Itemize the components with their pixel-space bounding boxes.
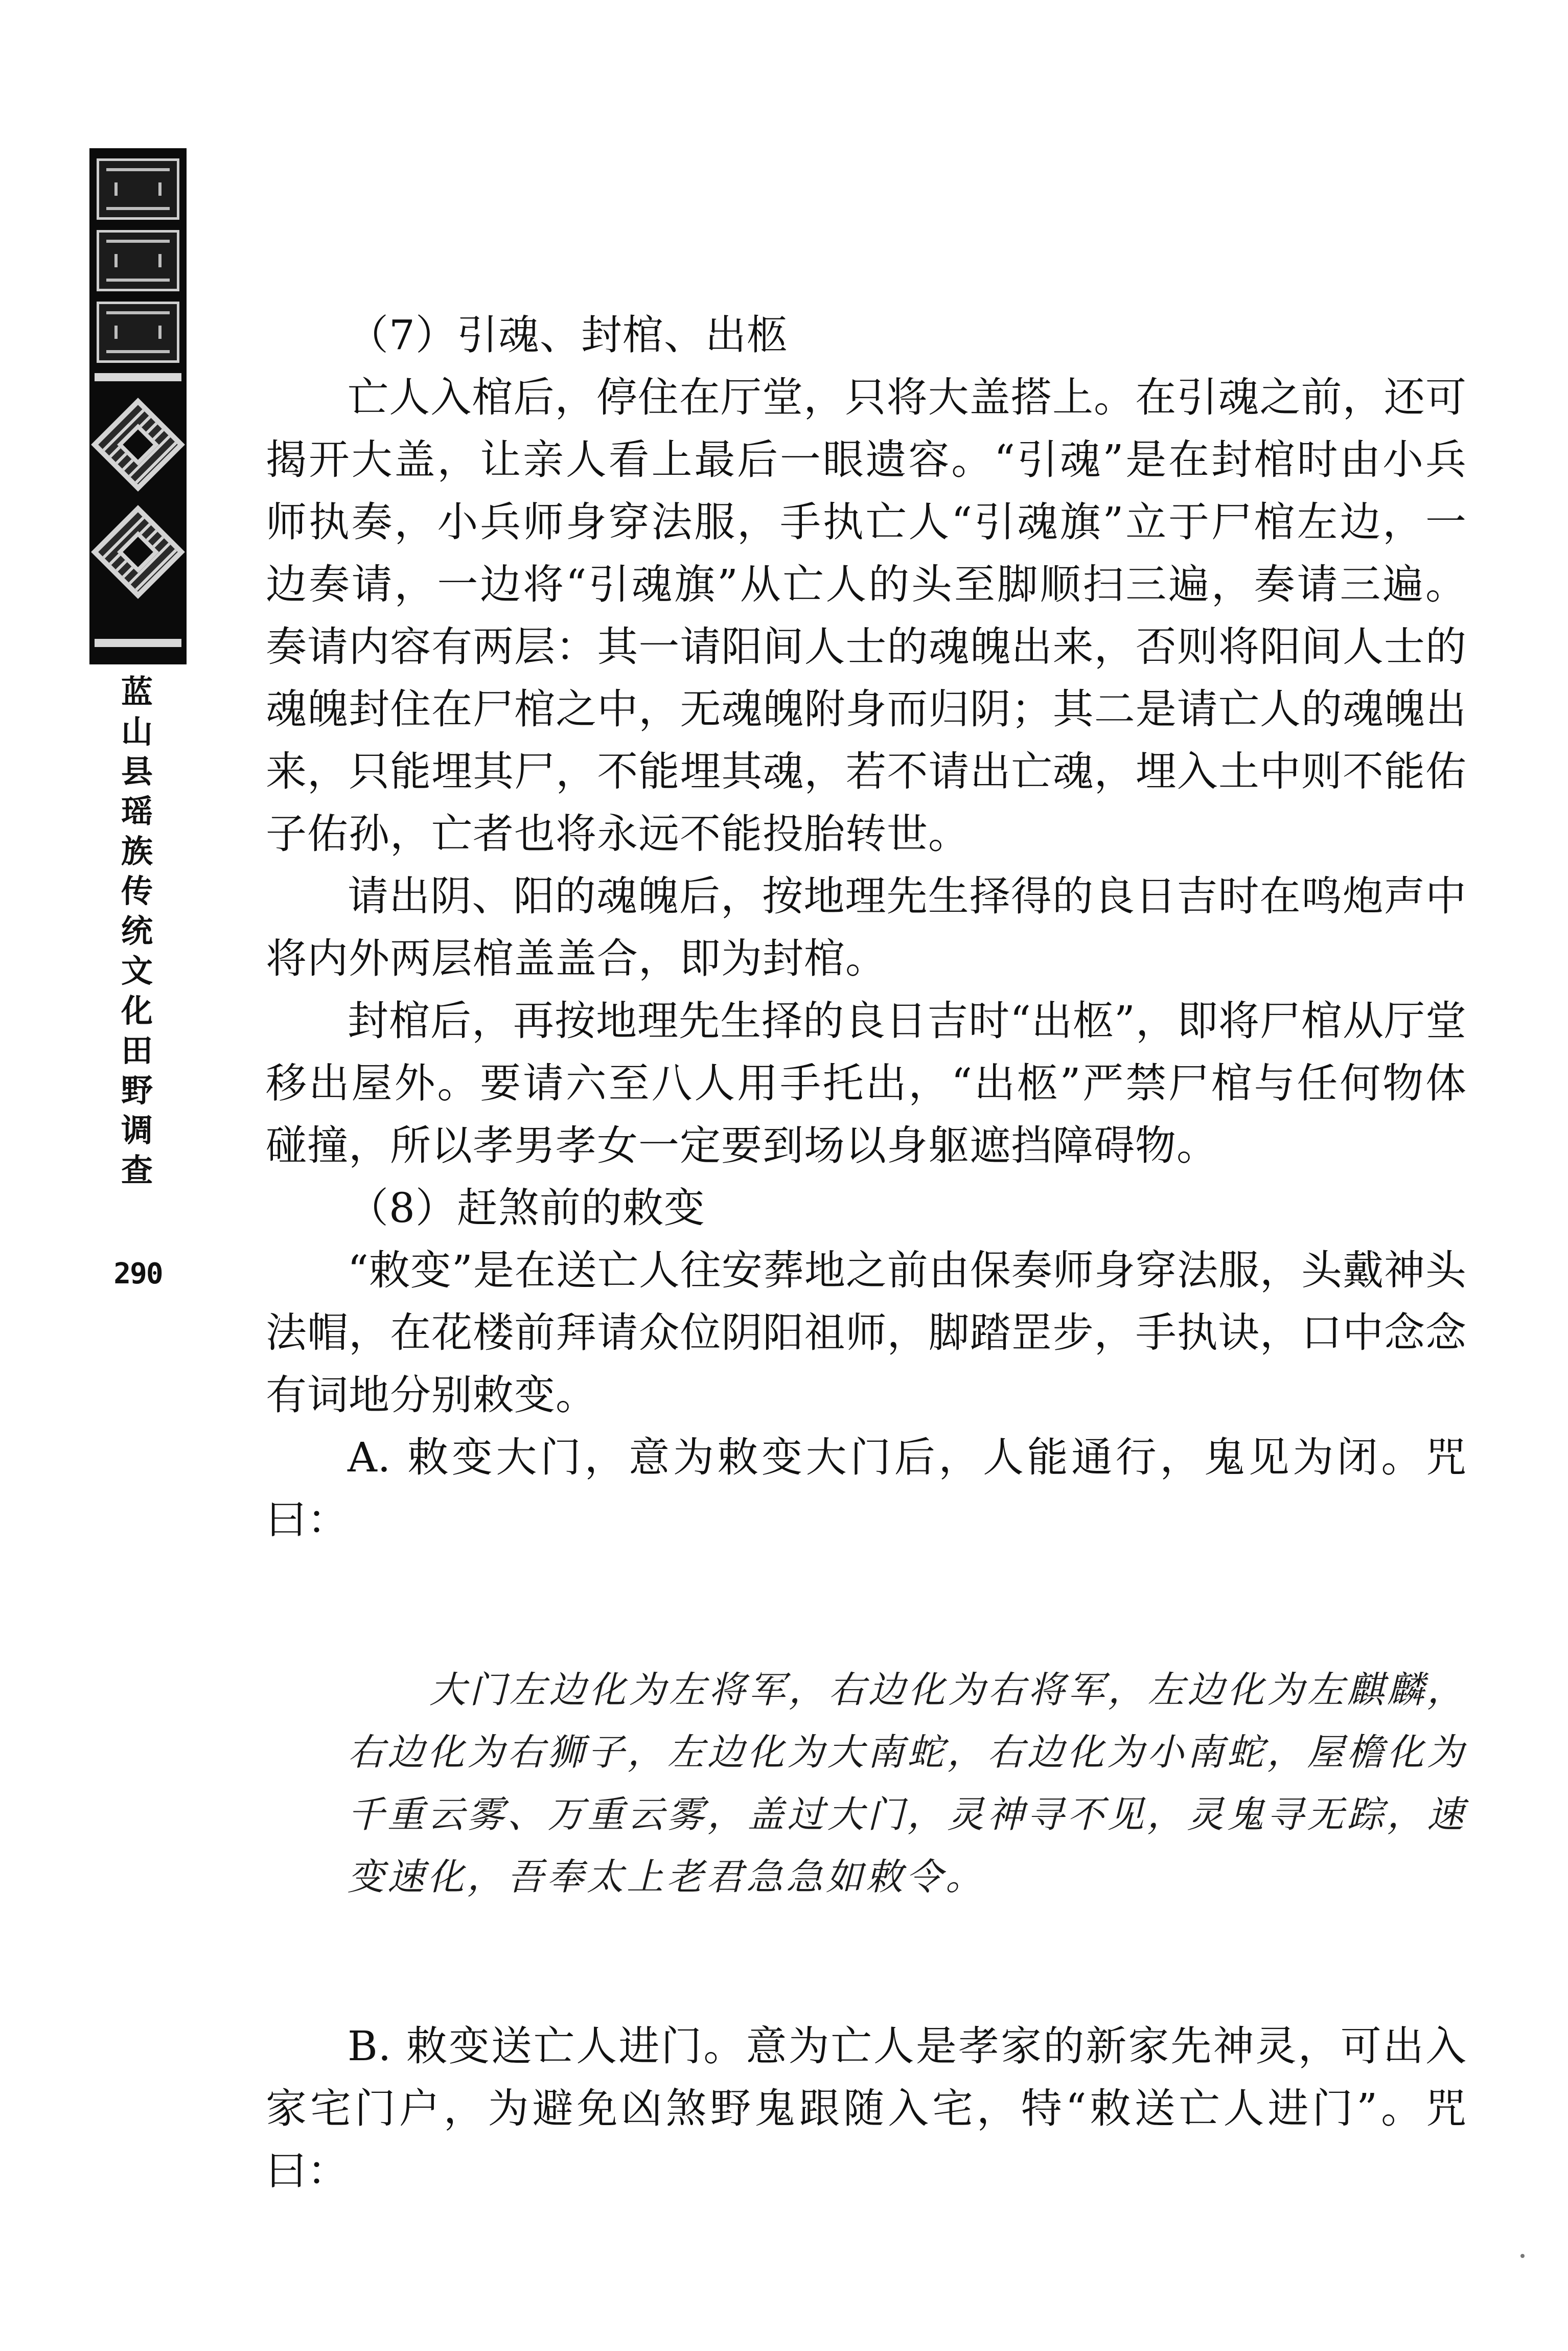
paragraph: 亡人入棺后，停住在厅堂，只将大盖搭上。在引魂之前，还可揭开大盖，让亲人看上最后一眼遗容。“引魂”是在封棺时由小兵师执奏，小兵师身穿法服，手执亡人“引魂旗”立于尸棺左边，一边奏请，一边将“引魂旗”从亡人的头至脚顺扫三遍，奏请三遍。奏请内容有两层：其一请阳间人士的魂魄出来，否则将阳间人士的魂魄封住在尸棺之中，无魂魄附身而归阴；其二是请亡人的魂魄出来，只能埋其尸，不能埋其魂，若不请出亡魂，埋入土中则不能佑子佑孙，亡者也将永远不能投胎转世。 xyxy=(266,374,1467,858)
paragraph: 封棺后，再按地理先生择的良日吉时“出柩”，即将尸棺从厅堂移出屋外。要请六至八人用手托出，“出柩”严禁尸棺与任何物体碰撞，所以孝男孝女一定要到场以身躯遮挡障碍物。 xyxy=(266,997,1467,1169)
body-text xyxy=(266,304,1467,2202)
item-b: B. 敕变送亡人进门。意为亡人是孝家的新家先神灵，可出入家宅门户，为避免凶煞野鬼跟随入宅，特“敕送亡人进门”。咒曰： xyxy=(266,2022,1467,2195)
band-seal-top xyxy=(97,158,179,220)
side-decoration xyxy=(89,148,187,664)
band-rule-bottom xyxy=(95,639,181,647)
band-rule xyxy=(95,373,181,381)
paragraph: “敕变”是在送亡人往安葬地之前由保奏师身穿法服，头戴神头法帽，在花楼前拜请众位阴阳祖师，脚踏罡步，手执诀，口中念念有词地分别敕变。 xyxy=(266,1247,1467,1419)
paragraph: 请出阴、阳的魂魄后，按地理先生择得的良日吉时在鸣炮声中将内外两层棺盖盖合，即为封棺。 xyxy=(266,872,1467,982)
band-seal-lower xyxy=(97,302,179,363)
section-heading-8: （8）赶煞前的敕变 xyxy=(348,1184,705,1232)
scan-speck xyxy=(1520,2254,1525,2258)
band-diamond-upper xyxy=(91,398,185,492)
running-title: 蓝山县瑶族传统文化田野调查 xyxy=(121,673,153,1189)
band-diamond-lower xyxy=(91,505,185,599)
item-a: A. 敕变大门，意为敕变大门后，人能通行，鬼见为闭。咒曰： xyxy=(266,1434,1467,1543)
incantation-block: 大门左边化为左将军，右边化为右将军，左边化为左麒麟，右边化为右狮子，左边化为大南蛇，右边化为小南蛇，屋檐化为千重云雾、万重云雾，盖过大门，灵神寻不见，灵鬼寻无踪，速变速化，吾奉太上老君急急如敕令。 xyxy=(348,1668,1467,1898)
section-heading-7: （7）引魂、封棺、出柩 xyxy=(348,311,788,359)
page-number: 290 xyxy=(113,1257,163,1290)
band-seal-middle xyxy=(97,230,179,291)
